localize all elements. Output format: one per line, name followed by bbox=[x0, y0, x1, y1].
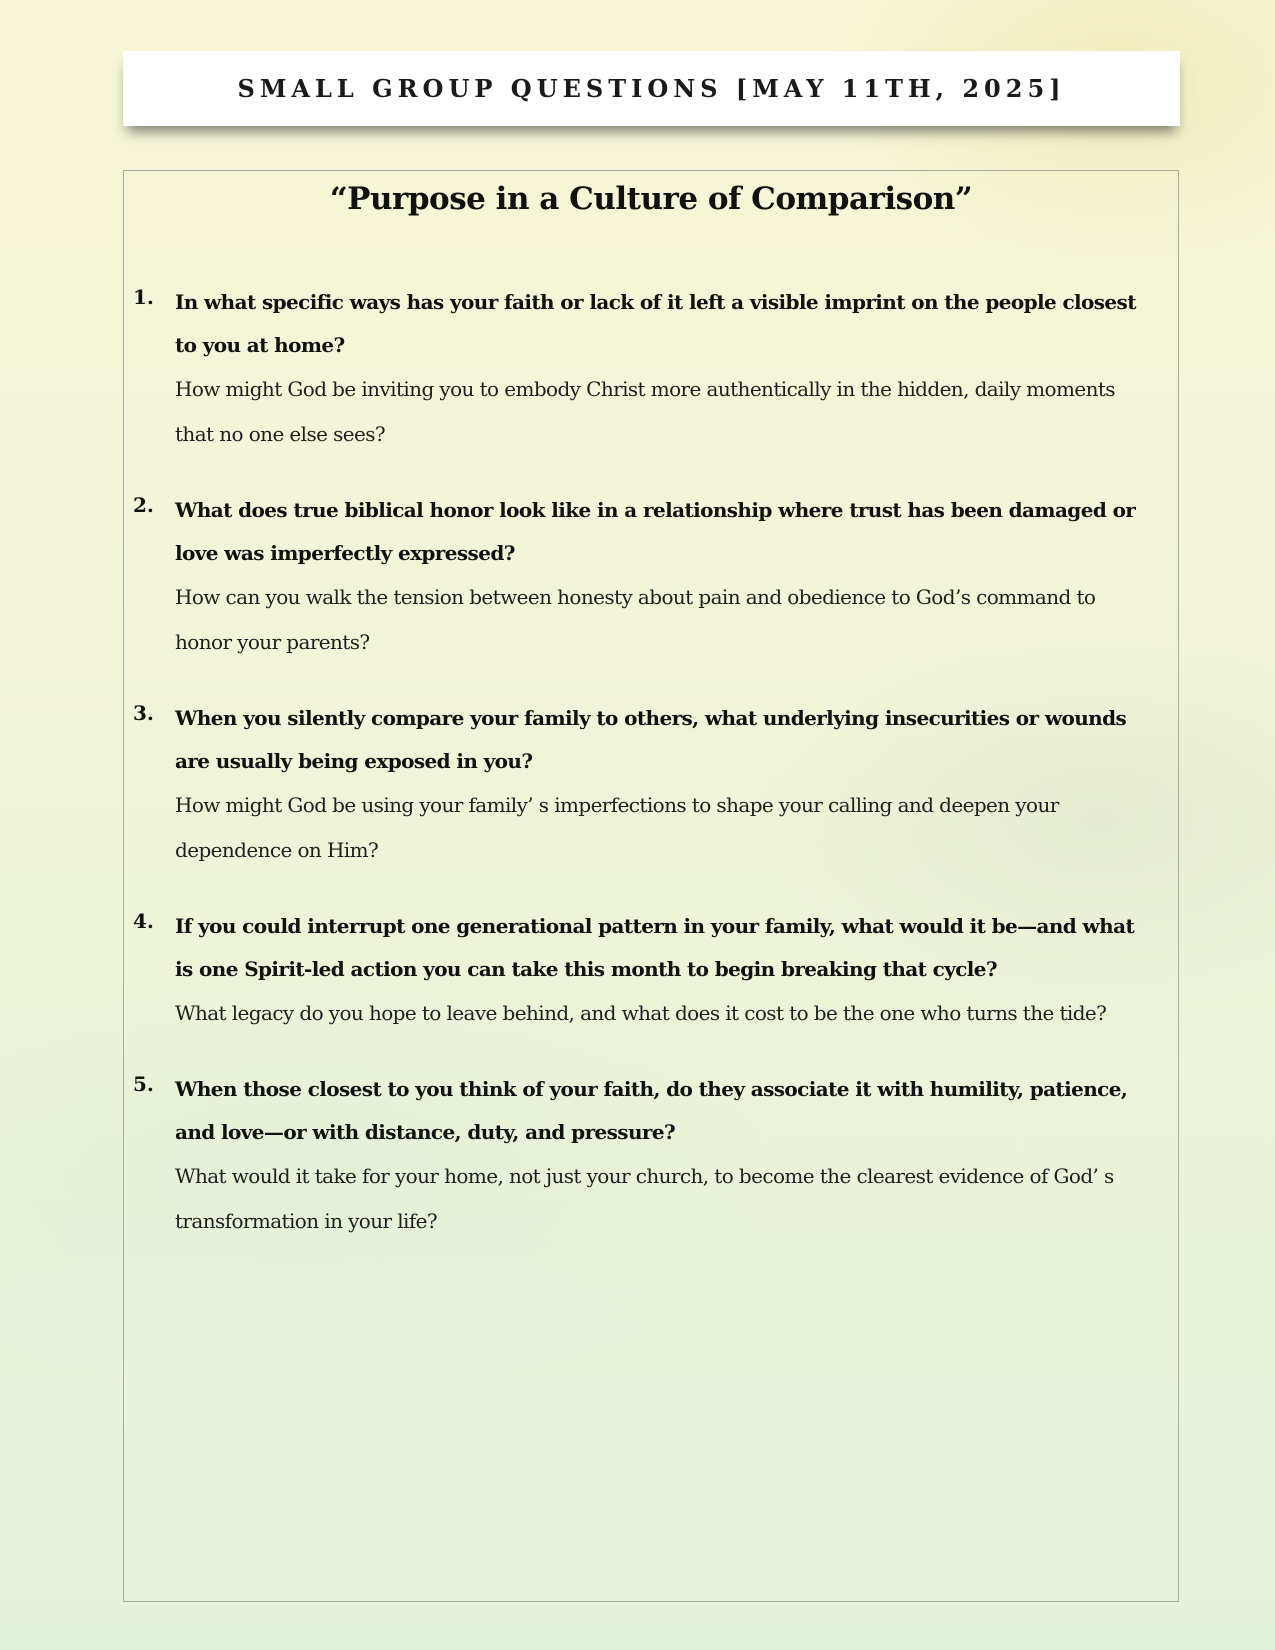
sermon-title: “Purpose in a Culture of Comparison” bbox=[329, 181, 973, 217]
page-title: SMALL GROUP QUESTIONS [MAY 11TH, 2025] bbox=[237, 74, 1066, 103]
question-follow-up: How can you walk the tension between honesty about pain and obedience to God’s command to honor your parents? bbox=[175, 585, 1096, 654]
question-number: 1. bbox=[133, 285, 154, 309]
question-main: If you could interrupt one generational pattern in your family, what would it be—and what is one Spirit-led action you can take this month to begin breaking that cycle? bbox=[175, 914, 1135, 981]
question-number: 3. bbox=[133, 701, 154, 725]
header-banner bbox=[123, 51, 1180, 126]
question-item bbox=[124, 1068, 1178, 1244]
question-item bbox=[124, 281, 1178, 457]
question-number: 2. bbox=[133, 493, 154, 517]
question-main: What does true biblical honor look like in a relationship where trust has been damaged or love was imperfectly expressed? bbox=[175, 498, 1136, 565]
question-follow-up: How might God be inviting you to embody Christ more authentically in the hidden, daily moments that no one else sees? bbox=[175, 377, 1115, 446]
question-follow-up: What legacy do you hope to leave behind, and what does it cost to be the one who turns the tide? bbox=[175, 1001, 1107, 1025]
question-number: 4. bbox=[133, 909, 154, 933]
question-item bbox=[124, 697, 1178, 873]
question-number: 5. bbox=[133, 1072, 154, 1096]
question-item bbox=[124, 905, 1178, 1036]
question-main: When you silently compare your family to others, what underlying insecurities or wounds are usually being exposed in you? bbox=[175, 706, 1127, 773]
question-main: In what specific ways has your faith or lack of it left a visible imprint on the people closest to you at home? bbox=[175, 290, 1136, 357]
question-follow-up: How might God be using your family’ s imperfections to shape your calling and deepen your dependence on Him? bbox=[175, 793, 1059, 862]
content-frame bbox=[123, 170, 1179, 1602]
question-follow-up: What would it take for your home, not just your church, to become the clearest evidence of God’ s transformation in your life? bbox=[175, 1164, 1114, 1233]
question-main: When those closest to you think of your faith, do they associate it with humility, patience, and love—or with distance, duty, and pressure? bbox=[175, 1077, 1128, 1144]
question-item bbox=[124, 489, 1178, 665]
questions-list bbox=[124, 281, 1178, 1276]
